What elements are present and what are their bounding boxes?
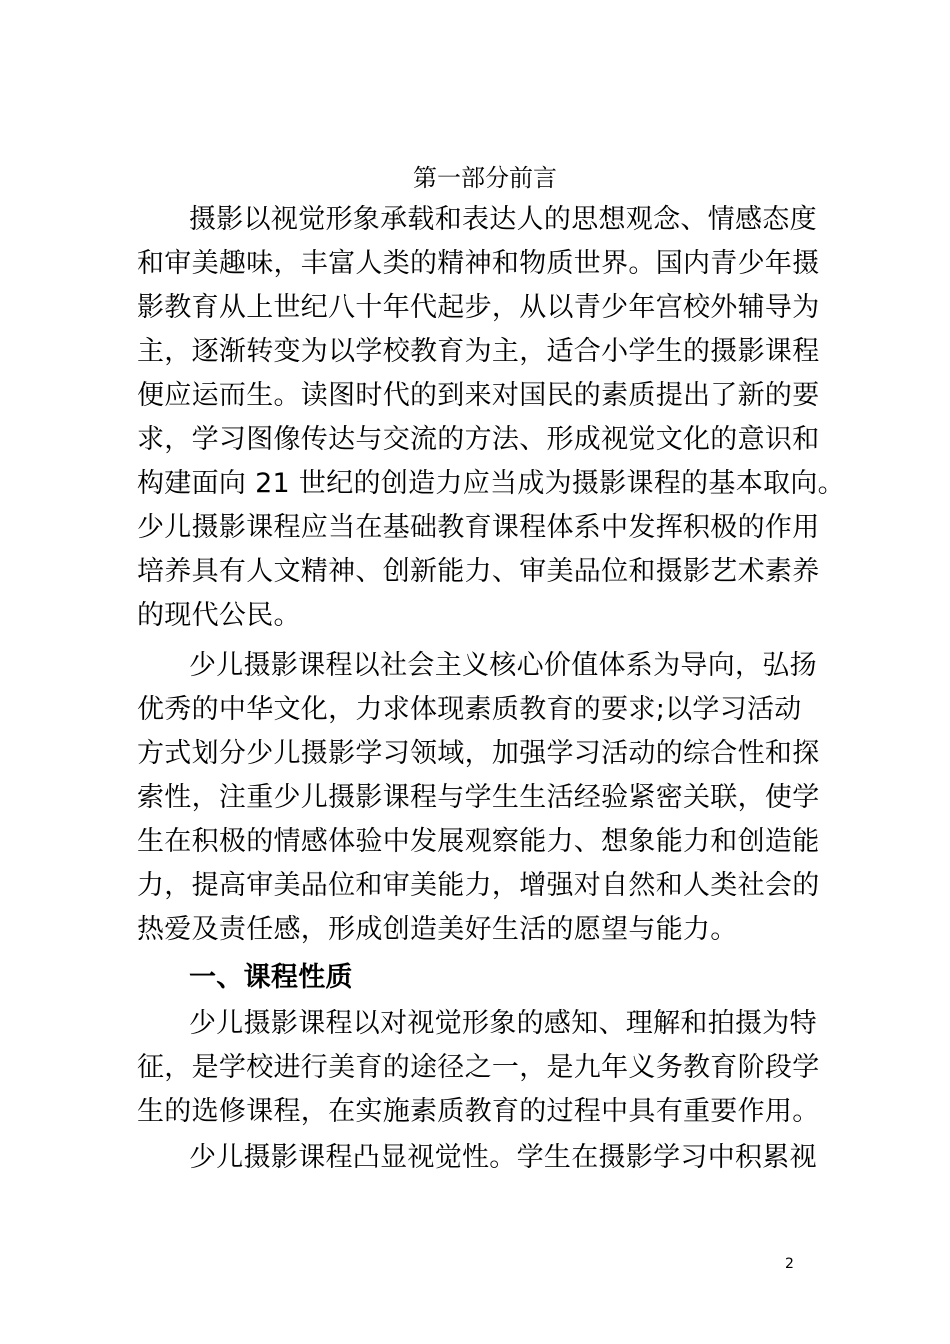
- text-line: 求，学习图像传达与交流的方法、形成视觉文化的意识和: [137, 424, 820, 455]
- text-line: 摄影以视觉形象承载和表达人的思想观念、情感态度: [189, 204, 817, 235]
- text-line: 主，逐渐转变为以学校教育为主，适合小学生的摄影课程: [137, 336, 820, 367]
- text-line: 构建面向 21 世纪的创造力应当成为摄影课程的基本取向。: [137, 468, 845, 499]
- text-line: 便应运而生。读图时代的到来对国民的素质提出了新的要: [137, 380, 820, 411]
- text-line: 生在积极的情感体验中发展观察能力、想象能力和创造能: [137, 826, 820, 857]
- text-line: 少儿摄影课程以对视觉形象的感知、理解和拍摄为特: [189, 1008, 817, 1039]
- text-line: 优秀的中华文化，力求体现素质教育的要求;以学习活动: [137, 694, 802, 725]
- page-number: 2: [785, 1256, 794, 1272]
- text-line: 索性，注重少儿摄影课程与学生生活经验紧密关联，使学: [137, 782, 820, 813]
- text-line: 少儿摄影课程以社会主义核心价值体系为导向，弘扬: [189, 650, 817, 681]
- text-line: 生的选修课程，在实施素质教育的过程中具有重要作用。: [137, 1096, 820, 1127]
- text-line: 方式划分少儿摄影学习领域，加强学习活动的综合性和探: [137, 738, 820, 769]
- text-line: 培养具有人文精神、创新能力、审美品位和摄影艺术素养: [137, 556, 820, 587]
- text-line: 热爱及责任感，形成创造美好生活的愿望与能力。: [137, 914, 738, 945]
- section-heading: 一、课程性质: [189, 962, 353, 993]
- text-line: 少儿摄影课程凸显视觉性。学生在摄影学习中积累视: [189, 1142, 817, 1173]
- text-line: 征，是学校进行美育的途径之一，是九年义务教育阶段学: [137, 1052, 820, 1083]
- text-line: 少儿摄影课程应当在基础教育课程体系中发挥积极的作用: [137, 512, 820, 543]
- text-line: 和审美趣味，丰富人类的精神和物质世界。国内青少年摄: [137, 248, 820, 279]
- text-line: 力，提高审美品位和审美能力，增强对自然和人类社会的: [137, 870, 820, 901]
- text-line: 的现代公民。: [137, 600, 301, 631]
- page-title: 第一部分前言: [413, 164, 557, 192]
- text-line: 影教育从上世纪八十年代起步，从以青少年宫校外辅导为: [137, 292, 820, 323]
